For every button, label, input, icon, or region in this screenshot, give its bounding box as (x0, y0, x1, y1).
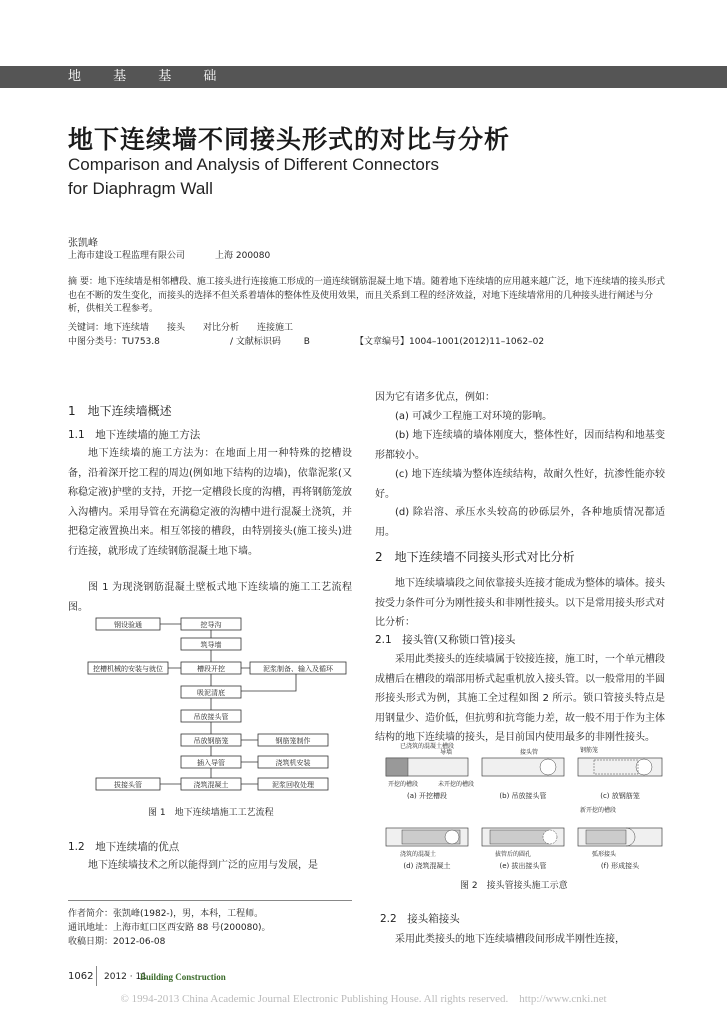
fig2-label-unexc: 未开挖的槽段 (438, 781, 475, 788)
abstract-label: 摘 要： (68, 277, 98, 287)
title-english-line1: Comparison and Analysis of Different Connectors (68, 155, 440, 174)
fig2-label-pipe: 接头管 (520, 749, 539, 756)
clc-code: TU753.8 (122, 337, 160, 347)
page-number: 1062 (68, 971, 94, 982)
keywords-line (68, 320, 293, 333)
fig2-label-wall: 导墙 (440, 749, 453, 756)
clc-label: 中图分类号： (68, 337, 123, 347)
fig2-label-newtrench: 新开挖的槽段 (580, 807, 617, 814)
received-date: 收稿日期：2012-06-08 (68, 937, 166, 947)
notes-rule (68, 900, 352, 901)
section-2-1-heading: 2.1 接头管(又称锁口管)接头 (375, 634, 516, 646)
figure-1-flowchart (86, 616, 352, 804)
article-no-label: 【文章编号】 (355, 337, 410, 347)
footer-journal: Building Construction (140, 972, 226, 982)
section-banner (0, 66, 727, 88)
doc-code: B (303, 337, 310, 347)
flow-clean: 吸泥清底 (197, 689, 225, 697)
figure-2-caption: 图 2 接头管接头施工示意 (460, 881, 568, 891)
section-2-text: 地下连续墙墙段之间依靠接头连接才能成为整体的墙体。接头按受力条件可分为刚性接头和非刚性接头。以下是常用接头形式对比分析： (375, 578, 665, 628)
flow-recycle: 泥浆回收处理 (272, 781, 314, 789)
advantages-intro: 因为它有诸多优点，例如： (375, 392, 495, 403)
advantage-d: (d) 除岩溶、承压水头较高的砂砾层外，各种地质情况都适用。 (375, 507, 665, 538)
flow-machine: 挖槽机械的安装与就位 (93, 665, 163, 673)
flow-guide-wall: 筑导墙 (200, 641, 222, 649)
keywords-label: 关键词： (68, 323, 105, 333)
author-note: 作者简介：张凯峰(1982-)，男，本科，工程师。 (68, 909, 264, 919)
section-1-1-text: 地下连续墙的施工方法为：在地面上用一种特殊的挖槽设备，沿着深开挖工程的周边(例如地下结构的边墙)，依靠泥浆(又称稳定液)护壁的支持，开挖一定槽段长度的沟槽，再将钢筋笼放入沟槽内。采用导管在充满稳定液的沟槽中进行混凝土浇筑，并把稳定液置换出来。相互邻接的槽段，由特别接头(施工接头)进行连接，就形成了连续钢筋混凝土地下墙。 (68, 448, 352, 557)
title-english-line2: for Diaphragm Wall (68, 179, 213, 198)
fig2-label-cage: 钢筋笼 (580, 747, 599, 754)
figure-2-diagram (380, 742, 670, 874)
section-1-2-text: 地下连续墙技术之所以能得到广泛的应用与发展，是 (88, 860, 318, 871)
flow-hang-pipe: 吊放接头管 (193, 713, 229, 721)
doc-code-label: / 文献标识码 (230, 337, 281, 347)
flow-slurry: 泥浆制备、输入及循环 (263, 665, 333, 673)
fig2-label-concrete: 浇筑的混凝土 (400, 851, 437, 858)
flow-guide-dig: 挖导沟 (200, 621, 222, 629)
keywords: 地下连续墙 接头 对比分析 连接施工 (104, 323, 294, 333)
author-name: 张凯峰 (68, 238, 98, 249)
section-2-1-text: 采用此类接头的连续墙属于铰接连接，施工时，一个单元槽段成槽后在槽段的端部用桥式起重机放入接头管。以一般常用的半圆形接头形式为例，其施工全过程如图 2 所示。锁口管接头特点是用钢量少、造价低，但抗剪和抗弯能力差，故一般不用于作为主体结构的地下连续墙的接头，是目前国内使用最多的非刚性接头。 (375, 654, 665, 743)
doc-code-line (230, 334, 310, 347)
abstract-text: 地下连续墙是相邻槽段、施工接头进行连接施工形成的一道连续钢筋混凝土地下墙。随着地下连续墙的应用越来越广泛，地下连续墙的接头形式也在不断的发生变化，而接头的选择不但关系着墙体的整体性及使用效果，而且关系到工程的经济效益，对地下连续墙常用的几种接头进行阐述与分析，供相关工程参考。 (68, 277, 665, 314)
section-1-heading: 1 地下连续墙概述 (68, 404, 172, 418)
author-address: 通讯地址：上海市虹口区西安路 88 号(200080)。 (68, 923, 271, 933)
flow-hang-cage: 吊放钢筋笼 (193, 737, 229, 745)
fig2-label-trench: 开挖的槽段 (388, 781, 419, 788)
article-no: 1004–1001(2012)11–1062–02 (409, 337, 545, 347)
flow-insert-pipe: 插入导管 (197, 759, 225, 767)
clc-line (68, 334, 160, 347)
flow-cage-make: 钢筋笼制作 (275, 737, 311, 745)
section-banner-label: 地 基 基 础 (68, 69, 231, 84)
author-city: 上海 200080 (215, 251, 271, 261)
section-1-2-heading: 1.2 地下连续墙的优点 (68, 841, 180, 853)
title-chinese: 地下连续墙不同接头形式的对比与分析 (68, 125, 511, 154)
footer-issue: 2012 · 11 (104, 972, 147, 982)
fig2-label-hole: 拔管后的圆孔 (495, 851, 532, 858)
fig2-sub-f: (f) 形成接头 (600, 862, 640, 870)
article-no-line (355, 334, 544, 347)
figure-1-intro: 图 1 为现浇钢筋混凝土壁板式地下连续墙的施工工艺流程图。 (68, 582, 352, 613)
abstract (68, 276, 668, 317)
section-2-2-text: 采用此类接头的地下连续墙槽段间形成半刚性连接， (395, 934, 625, 945)
fig2-sub-b: (b) 吊放接头管 (499, 792, 547, 800)
advantage-a: (a) 可减少工程施工对环境的影响。 (395, 411, 553, 422)
advantage-c: (c) 地下连续墙为整体连续结构，故耐久性好，抗渗性能亦较好。 (375, 469, 665, 500)
advantage-b: (b) 地下连续墙的墙体刚度大，整体性好，因而结构和地基变形都较小。 (375, 430, 665, 461)
fig2-sub-d: (d) 浇筑混凝土 (403, 862, 451, 870)
author-affiliation: 上海市建设工程监理有限公司 (68, 251, 186, 261)
copyright-watermark: © 1994-2013 China Academic Journal Electronic Publishing House. All rights reserved. http://www.cnki.net (120, 993, 607, 1005)
flow-pull-pipe: 拔接头管 (114, 781, 142, 789)
flow-survey: 钢设验通 (114, 621, 142, 629)
section-1-1-heading: 1.1 地下连续墙的施工方法 (68, 429, 201, 441)
fig2-sub-e: (e) 拔出接头管 (499, 862, 547, 870)
section-2-heading: 2 地下连续墙不同接头形式对比分析 (375, 550, 575, 564)
flow-pour: 浇筑混凝土 (193, 781, 229, 789)
footer-divider (96, 966, 97, 986)
section-2-2-heading: 2.2 接头箱接头 (380, 913, 460, 925)
fig2-label-guide: 已浇筑的混凝土槽段 (400, 743, 455, 750)
figure-1-caption: 图 1 地下连续墙施工工艺流程 (148, 808, 274, 818)
fig2-sub-a: (a) 开挖槽段 (407, 792, 447, 800)
flow-pipe-prep: 浇筑机安装 (275, 759, 311, 767)
flow-trench: 槽段开挖 (197, 665, 225, 673)
fig2-label-joint: 弧形接头 (592, 851, 617, 858)
fig2-sub-c: (c) 放钢筋笼 (600, 792, 640, 800)
